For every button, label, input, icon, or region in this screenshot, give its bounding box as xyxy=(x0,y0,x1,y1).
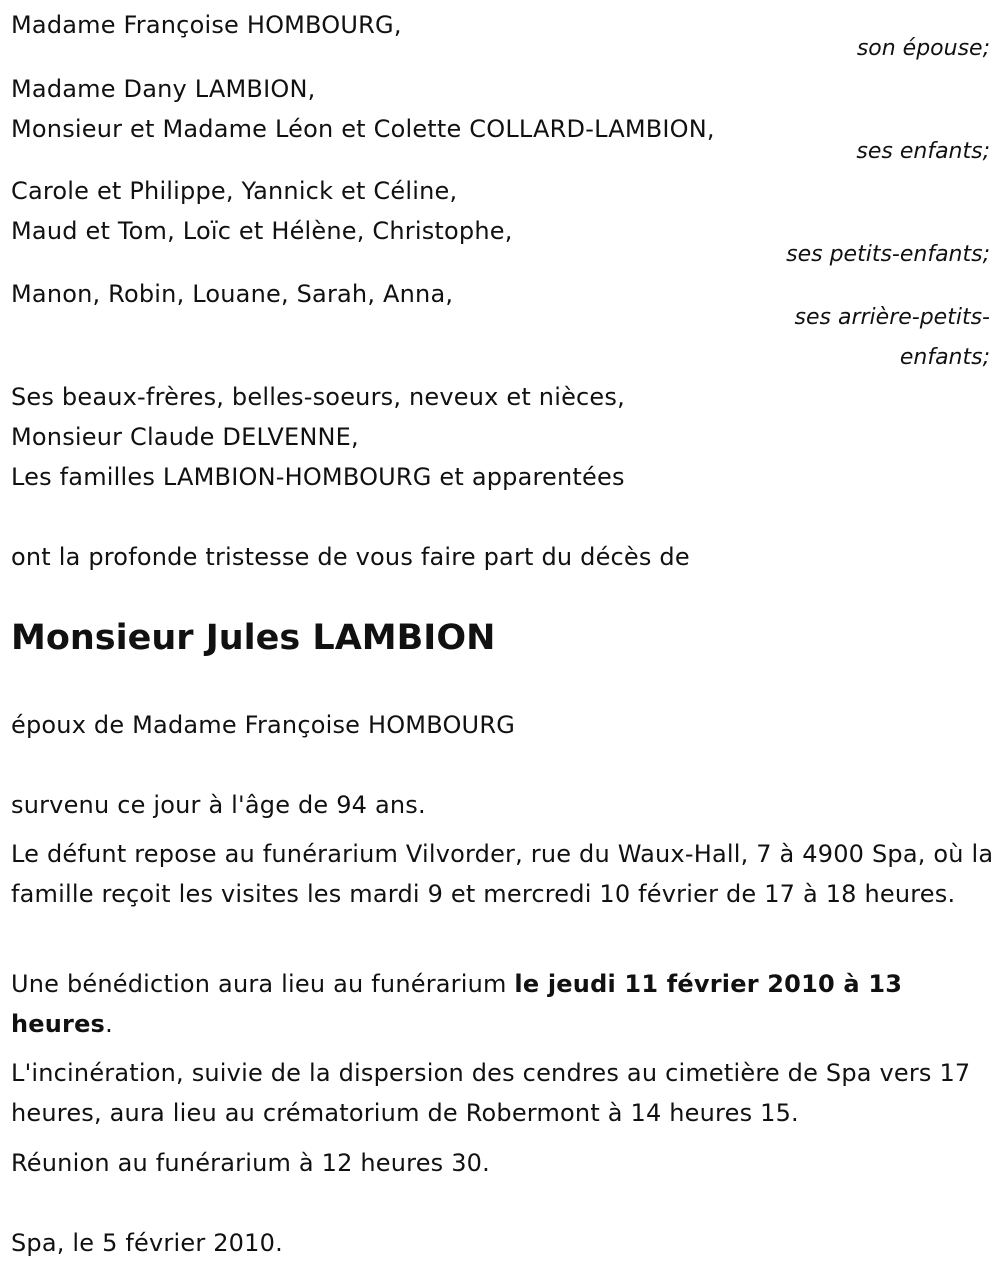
grandchildren-names: Carole et Philippe, Yannick et Céline, xyxy=(11,177,458,205)
spouse-name: Madame Françoise HOMBOURG, xyxy=(11,11,402,39)
other-relatives: Ses beaux-frères, belles-soeurs, neveux et nièces, xyxy=(11,383,625,411)
deceased-name: Monsieur Jules LAMBION xyxy=(11,618,496,658)
other-relatives: Les familles LAMBION-HOMBOURG et apparentées xyxy=(11,463,625,491)
meeting-text: Réunion au funérarium à 12 heures 30. xyxy=(11,1149,490,1177)
cremation-text: L'incinération, suivie de la dispersion des cendres au cimetière de Spa vers 17 heures, aura lieu au crématorium de Robermont à 14 heures 15. xyxy=(11,1059,971,1127)
children-role: ses enfants; xyxy=(856,139,990,164)
place-date: Spa, le 5 février 2010. xyxy=(11,1229,283,1257)
announcement-text: ont la profonde tristesse de vous faire part du décès de xyxy=(11,543,690,571)
visitation-text: Le défunt repose au funérarium Vilvorder, rue du Waux-Hall, 7 à 4900 Spa, où la famille reçoit les visites les mardi 9 et mercredi 10 février de 17 à 18 heures. xyxy=(11,840,994,908)
blessing-date: le jeudi 11 février 2010 à 13 heures xyxy=(11,970,903,1038)
great-grandchildren-role: enfants; xyxy=(899,345,990,370)
other-relatives: Monsieur Claude DELVENNE, xyxy=(11,423,359,451)
great-grandchildren-names: Manon, Robin, Louane, Sarah, Anna, xyxy=(11,280,454,308)
grandchildren-role: ses petits-enfants; xyxy=(786,242,990,267)
spouse-role: son épouse; xyxy=(856,36,990,61)
blessing-text: Une bénédiction aura lieu au funérarium le jeudi 11 février 2010 à 13 heures. xyxy=(11,970,903,1038)
child-name: Madame Dany LAMBION, xyxy=(11,75,316,103)
spouse-of: époux de Madame Françoise HOMBOURG xyxy=(11,711,515,739)
age-line: survenu ce jour à l'âge de 94 ans. xyxy=(11,791,426,819)
great-grandchildren-role: ses arrière-petits- xyxy=(794,305,990,330)
grandchildren-names: Maud et Tom, Loïc et Hélène, Christophe, xyxy=(11,217,513,245)
child-name: Monsieur et Madame Léon et Colette COLLARD-LAMBION, xyxy=(11,115,715,143)
